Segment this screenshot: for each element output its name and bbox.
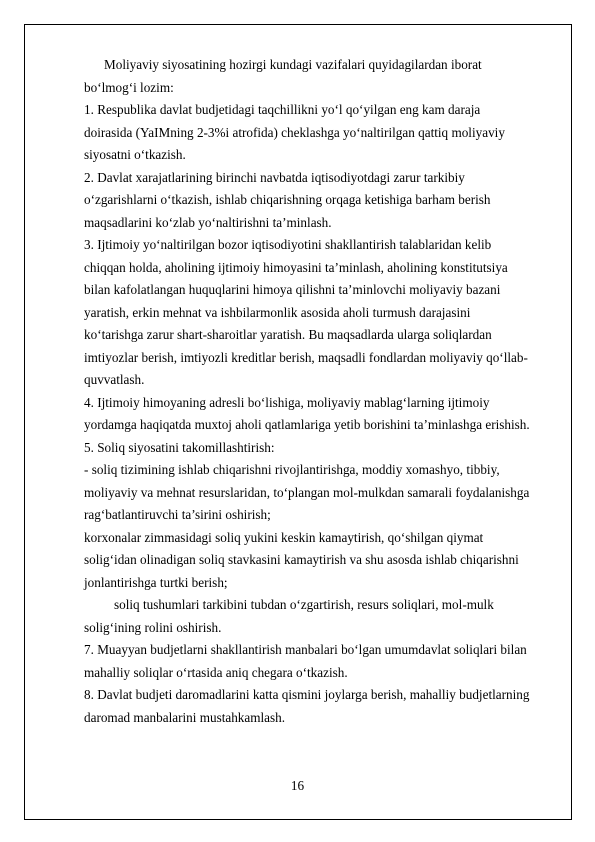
text-line: 5. Soliq siyosatini takomillashtirish: — [84, 439, 275, 455]
text-line: doirasida (YaIMning 2-3%i atrofida) cheklashga yo‘naltirilgan qattiq moliyaviy — [84, 124, 505, 140]
text-line: yordamga haqiqatda muxtoj aholi qatlamlariga yetib borishini ta’minlashga erishish. — [84, 417, 530, 432]
text-line: - soliq tizimining ishlab chiqarishni rivojlantirishga, moddiy xomashyo, tibbiy, — [84, 462, 500, 477]
text-line: quvvatlash. — [84, 372, 145, 387]
text-line: yaratish, erkin mehnat va ishbilarmonlik asosida aholi turmush darajasini — [84, 304, 471, 320]
text-line: mahalliy soliqlar o‘rtasida aniq chegara o‘tkazish. — [84, 664, 348, 680]
text-line: bo‘lmog‘i lozim: — [84, 79, 174, 95]
text-line: 4. Ijtimoiy himoyaning adresli bo‘lishiga, moliyaviy mablag‘larning ijtimoiy — [84, 394, 490, 410]
text-line: moliyaviy va mehnat resurslaridan, to‘plangan mol-mulkdan samarali foydalanishga — [84, 484, 530, 500]
text-line: Moliyaviy siyosatining hozirgi kundagi vazifalari quyidagilardan iborat — [104, 57, 482, 72]
text-line: maqsadlarini ko‘zlab yo‘naltirishni ta’minlash. — [84, 214, 332, 230]
text-line: rag‘batlantiruvchi ta’sirini oshirish; — [84, 507, 271, 522]
text-line: bilan kafolatlangan huquqlarini himoya qilishni ta’minlovchi moliyaviy bazani — [84, 282, 501, 297]
text-line: solig‘ining rolini oshirish. — [84, 619, 222, 635]
text-line: korxonalar zimmasidagi soliq yukini keskin kamaytirish, qo‘shilgan qiymat — [84, 529, 484, 545]
text-line: jonlantirishga turtki berish; — [84, 574, 228, 590]
text-line: ko‘tarishga zarur shart-sharoitlar yaratish. Bu maqsadlarda ularga soliqlardan — [84, 327, 492, 342]
text-line: siyosatni o‘tkazish. — [84, 147, 186, 162]
text-line: o‘zgarishlarni o‘tkazish, ishlab chiqarishning orqaga ketishiga barham berish — [84, 192, 491, 207]
text-line: 7. Muayyan budjetlarni shakllantirish manbalari bo‘lgan umumdavlat soliqlari bilan — [84, 642, 527, 657]
document-body — [84, 54, 564, 729]
text-line: solig‘idan olinadigan soliq stavkasini kamaytirish va shu asosda ishlab chiqarishni — [84, 552, 519, 567]
text-line: soliq tushumlari tarkibini tubdan o‘zgartirish, resurs soliqlari, mol-mulk — [114, 597, 494, 612]
text-line: 1. Respublika davlat budjetidagi taqchillikni yo‘l qo‘yilgan eng kam daraja — [84, 102, 481, 117]
text-line: 8. Davlat budjeti daromadlarini katta qismini joylarga berish, mahalliy budjetlarning — [84, 687, 530, 702]
text-line: imtiyozlar berish, imtiyozli kreditlar berish, maqsadli fondlardan moliyaviy qo‘llab- — [84, 349, 528, 365]
text-line: 2. Davlat xarajatlarining birinchi navbatda iqtisodiyotdagi zarur tarkibiy — [84, 169, 465, 185]
page-number: 16 — [290, 778, 305, 793]
text-line: daromad manbalarini mustahkamlash. — [84, 709, 286, 725]
text-line: chiqqan holda, aholining ijtimoiy himoyasini ta’minlash, aholining konstitutsiya — [84, 259, 508, 275]
text-line: 3. Ijtimoiy yo‘naltirilgan bozor iqtisodiyotini shakllantirish talablaridan kelib — [84, 237, 492, 252]
